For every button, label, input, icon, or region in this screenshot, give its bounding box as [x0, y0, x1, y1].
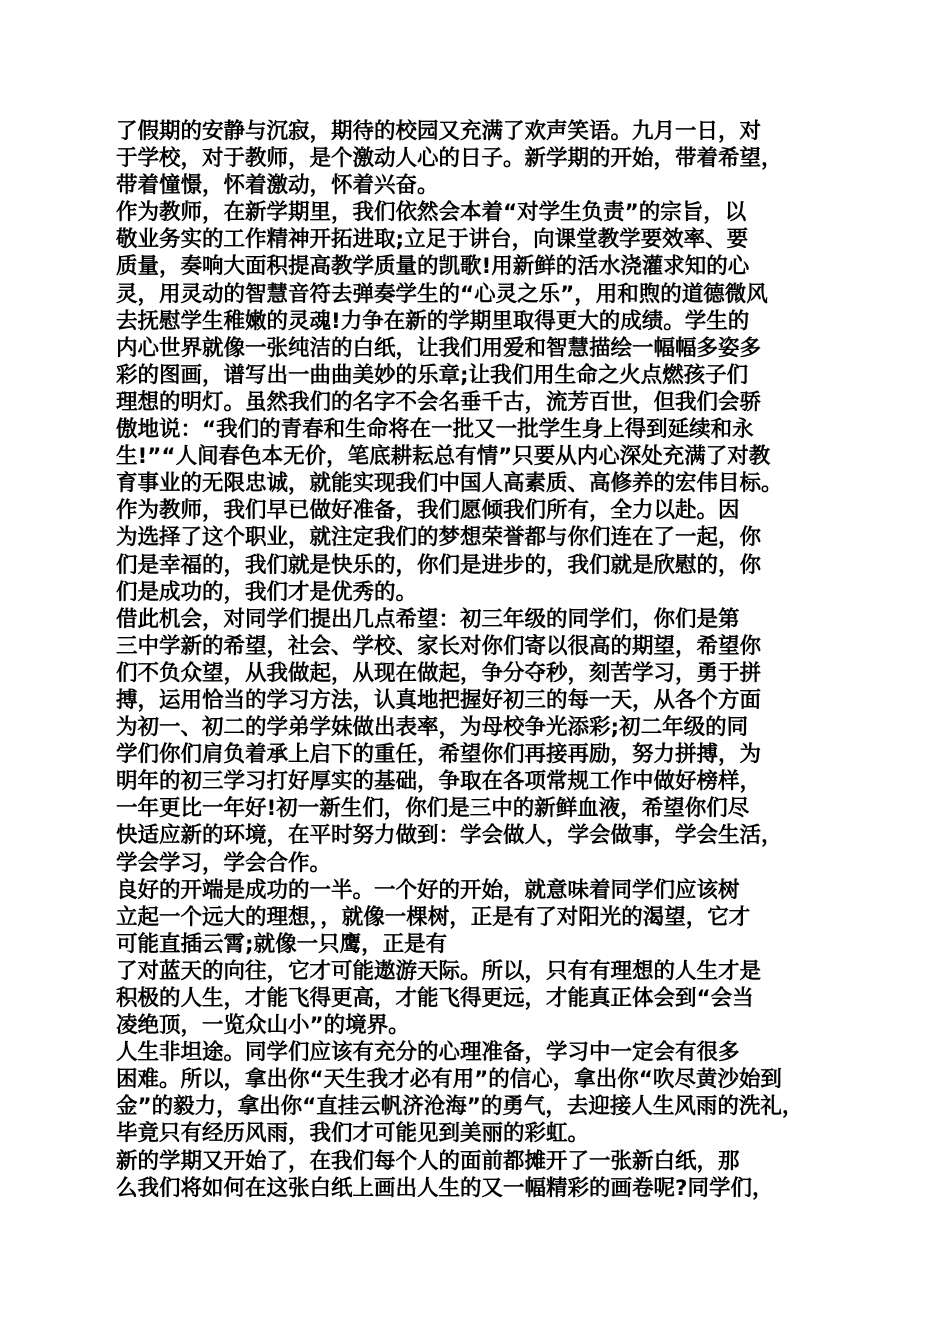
text-line: 傲地说：“我们的青春和生命将在一批又一批学生身上得到延续和永 [116, 417, 754, 443]
text-line: 借此机会，对同学们提出几点希望：初三年级的同学们，你们是第 [116, 606, 740, 632]
text-line: 三中学新的希望，社会、学校、家长对你们寄以很高的期望，希望你 [116, 633, 762, 659]
body-text [116, 118, 846, 1202]
text-line: 敬业务实的工作精神开拓进取;立足于讲台，向课堂教学要效率、要 [116, 227, 749, 253]
text-line: 良好的开端是成功的一半。一个好的开始，就意味着同学们应该树 [116, 877, 740, 903]
text-line: 凌绝顶，一览众山小”的境界。 [116, 1013, 410, 1039]
text-line: 一年更比一年好!初一新生们，你们是三中的新鲜血液，希望你们尽 [116, 796, 750, 822]
text-line: 学们你们肩负着承上启下的重任，希望你们再接再励，努力拼搏，为 [116, 742, 762, 768]
text-line: 了假期的安静与沉寂，期待的校园又充满了欢声笑语。九月一日，对 [116, 119, 762, 144]
text-line: 搏，运用恰当的学习方法，认真地把握好初三的每一天，从各个方面 [116, 687, 762, 713]
text-line: 们是幸福的，我们就是快乐的，你们是进步的，我们就是欣慰的，你 [116, 552, 762, 578]
text-line: 积极的人生，才能飞得更高，才能飞得更远，才能真正体会到“会当 [116, 986, 754, 1011]
text-line: 金”的毅力，拿出你“直挂云帆济沧海”的勇气，去迎接人生风雨的洗礼， [116, 1094, 804, 1120]
text-line: 于学校，对于教师，是个激动人心的日子。新学期的开始，带着希望， [116, 146, 783, 172]
text-line: 可能直插云霄;就像一只鹰，正是有 [116, 931, 448, 957]
text-line: 为选择了这个职业，就注定我们的梦想荣誉都与你们连在了一起，你 [116, 525, 762, 551]
text-line: 快适应新的环境，在平时努力做到：学会做人，学会做事，学会生活， [116, 823, 783, 849]
text-line: 人生非坦途。同学们应该有充分的心理准备，学习中一定会有很多 [116, 1040, 740, 1066]
text-line: 们是成功的，我们才是优秀的。 [116, 579, 418, 605]
text-line: 内心世界就像一张纯洁的白纸，让我们用爱和智慧描绘一幅幅多姿多 [116, 335, 762, 361]
text-line: 质量，奏响大面积提高教学质量的凯歌!用新鲜的活水浇灌求知的心 [116, 254, 750, 280]
text-line: 理想的明灯。虽然我们的名字不会名垂千古，流芳百世，但我们会骄 [116, 389, 762, 415]
text-line: 了对蓝天的向往，它才可能遨游天际。所以，只有有理想的人生才是 [116, 958, 762, 984]
text-line: 带着憧憬，怀着激动，怀着兴奋。 [116, 173, 439, 199]
text-line: 毕竟只有经历风雨，我们才可能见到美丽的彩虹。 [116, 1121, 590, 1147]
text-line: 灵，用灵动的智慧音符去弹奏学生的“心灵之乐”，用和煦的道德微风 [116, 281, 768, 307]
text-line: 彩的图画，谱写出一曲曲美妙的乐章;让我们用生命之火点燃孩子们 [116, 362, 749, 388]
text-line: 们不负众望，从我做起，从现在做起，争分夺秒，刻苦学习，勇于拼 [116, 660, 762, 686]
text-line: 作为教师，在新学期里，我们依然会本着“对学生负责”的宗旨，以 [116, 200, 747, 226]
text-line: 生!”“人间春色本无价，笔底耕耘总有情”只要从内心深处充满了对教 [116, 444, 771, 470]
text-line: 明年的初三学习打好厚实的基础，争取在各项常规工作中做好榜样， [116, 769, 762, 795]
text-line: 么我们将如何在这张白纸上画出人生的又一幅精彩的画卷呢?同学们， [116, 1175, 774, 1201]
text-line: 学会学习，学会合作。 [116, 850, 332, 876]
text-line: 困难。所以，拿出你“天生我才必有用”的信心，拿出你“吹尽黄沙始到 [116, 1067, 782, 1093]
text-line: 育事业的无限忠诚，就能实现我们中国人高素质、高修养的宏伟目标。 [116, 471, 783, 497]
text-line: 作为教师，我们早已做好准备，我们愿倾我们所有，全力以赴。因 [116, 498, 740, 524]
text-line: 立起一个远大的理想，，就像一棵树，正是有了对阳光的渴望，它才 [116, 904, 751, 930]
text-line: 新的学期又开始了，在我们每个人的面前都摊开了一张新白纸，那 [116, 1148, 740, 1174]
text-line: 去抚慰学生稚嫩的灵魂!力争在新的学期里取得更大的成绩。学生的 [116, 308, 750, 334]
text-line: 为初一、初二的学弟学妹做出表率，为母校争光添彩;初二年级的同 [116, 715, 749, 741]
